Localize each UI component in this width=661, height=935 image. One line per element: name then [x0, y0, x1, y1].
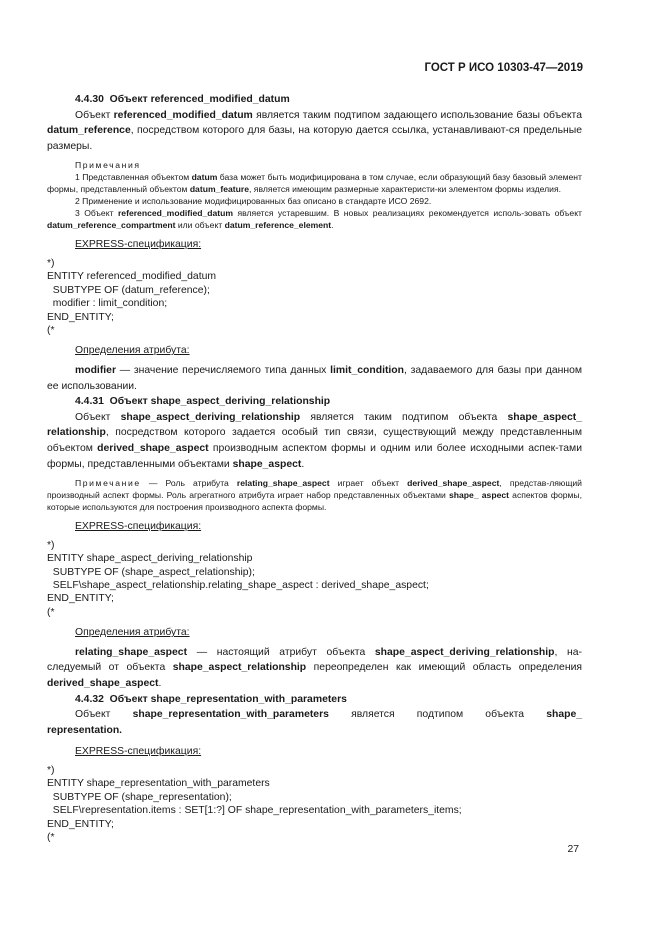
- express-spec-label: EXPRESS-спецификация:: [75, 746, 202, 758]
- note-3: 3 Объект referenced_modified_datum является устаревшим. В новых реализациях рекомендуется исполь-зовать объект datum_reference_compartment или объект datum_reference_element.: [47, 208, 582, 231]
- section-heading-4-4-30: 4.4.30 Объект referenced_modified_datum: [75, 94, 290, 105]
- express-code-block: *) ENTITY shape_representation_with_parameters SUBTYPE OF (shape_representation); SELF\representation.items : SET[1:?] OF shape_representation_with_parameters_items; END_ENTITY; (*: [47, 764, 462, 843]
- express-spec-label: EXPRESS-спецификация:: [75, 521, 202, 533]
- section-paragraph-continuation: representation.: [47, 724, 123, 736]
- express-code-block: *) ENTITY referenced_modified_datum SUBTYPE OF (datum_reference); modifier : limit_condition; END_ENTITY; (*: [47, 257, 217, 336]
- express-code-block: *) ENTITY shape_aspect_deriving_relationship SUBTYPE OF (shape_aspect_relationship); SELF\shape_aspect_relationship.relating_shape_aspect : derived_shape_aspect; END_ENTITY; (*: [47, 539, 429, 618]
- page-number: 27: [567, 844, 579, 855]
- section-heading-4-4-32: 4.4.32 Объект shape_representation_with_parameters: [75, 693, 347, 705]
- section-paragraph: Объект referenced_modified_datum является таким подтипом задающего использование базы объекта datum_reference, посредством которого для базы, на которую дается ссылка, устанавливают-ся предельные размеры.: [47, 109, 582, 152]
- note: Примечание — Роль атрибута relating_shape_aspect играет объект derived_shape_aspect, представ-ляющий производный аспект формы. Роль агрегатного атрибута играет набор представленных объектами shape_ aspect аспектов формы, которые используются для построения производного аспекта формы.: [47, 478, 582, 513]
- note-2: 2 Применение и использование модифицированных баз описано в стандарте ИСО 2692.: [75, 196, 432, 207]
- express-spec-label: EXPRESS-спецификация:: [75, 239, 202, 251]
- standard-header: ГОСТ Р ИСО 10303-47—2019: [424, 62, 583, 74]
- section-paragraph: Объект shape_aspect_deriving_relationship является таким подтипом объекта shape_aspect_ relationship, посредством которого задается особый тип связи, существующий между представленным объектом derived_shape_aspect производным аспектом формы и одним или более исходными аспек-тами формы, представленными объектами shape_aspect.: [47, 411, 583, 470]
- attribute-definitions-label: Определения атрибута:: [75, 345, 190, 357]
- note-1: 1 Представленная объектом datum база может быть модифицирована в том случае, если образующий базу базовый элемент формы, представленный объектом datum_feature, является имеющим размерные характеристи-ки элементом формы изделия.: [47, 172, 582, 195]
- page-content: [47, 92, 582, 844]
- section-paragraph: Объект shape_representation_with_parameters является подтипом объекта shape_: [75, 709, 583, 721]
- attribute-definition: relating_shape_aspect — настоящий атрибут объекта shape_aspect_deriving_relationship, на-следуемый от объекта shape_aspect_relationship переопределен как имеющий область определения derived_shape_aspect.: [47, 646, 582, 689]
- attribute-definitions-label: Определения атрибута:: [75, 627, 190, 639]
- notes-label: Примечания: [75, 160, 141, 171]
- section-heading-4-4-31: 4.4.31 Объект shape_aspect_deriving_relationship: [75, 396, 331, 408]
- attribute-definition: modifier — значение перечисляемого типа данных limit_condition, задаваемого для базы при данном ее использовании.: [47, 365, 582, 392]
